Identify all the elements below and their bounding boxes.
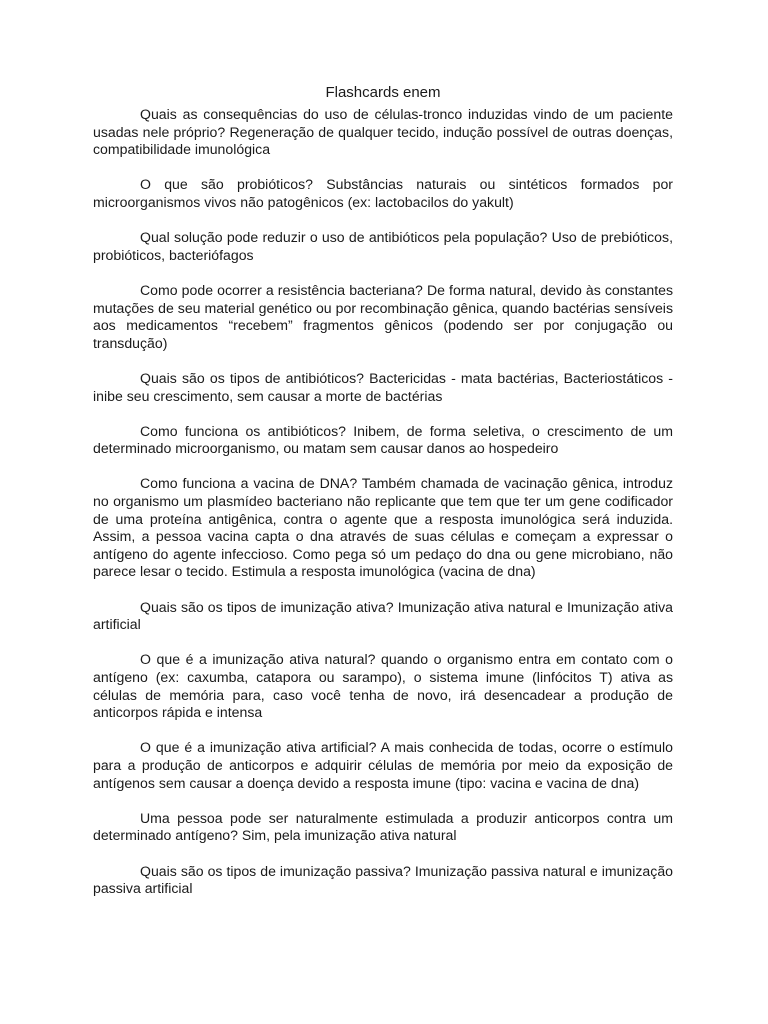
document-page <box>93 84 673 915</box>
flashcard-paragraph: Uma pessoa pode ser naturalmente estimulada a produzir anticorpos contra um determinado antígeno? Sim, pela imunização ativa natural <box>93 809 673 844</box>
flashcard-paragraph: O que são probióticos? Substâncias naturais ou sintéticos formados por microorganismos vivos não patogênicos (ex: lactobacilos do yakult) <box>93 176 673 210</box>
flashcard-paragraph: Como funciona os antibióticos? Inibem, de forma seletiva, o crescimento de um determinado microorganismo, ou matam sem causar danos ao hospedeiro <box>93 422 673 457</box>
document-title: Flashcards enem <box>325 84 441 101</box>
flashcard-paragraph: Qual solução pode reduzir o uso de antibióticos pela população? Uso de prebióticos, probióticos, bacteriófagos <box>93 229 673 263</box>
flashcard-paragraph: Como funciona a vacina de DNA? Também chamada de vacinação gênica, introduz no organismo um plasmídeo bacteriano não replicante que tem que ter um gene codificador de uma proteína antigênica, contra o agente que a resposta imunológica será induzida. Assim, a pessoa vacina capta o dna através de suas células e começam a expressar o antígeno do agente infeccioso. Como pega só um pedaço do dna ou gene microbiano, não parece lesar o tecido. Estimula a resposta imunológica (vacina de dna) <box>93 475 673 580</box>
flashcard-paragraph: Como pode ocorrer a resistência bacteriana? De forma natural, devido às constantes mutações de seu material genético ou por recombinação gênica, quando bactérias sensíveis aos medicamentos “recebem” fragmentos gênicos (podendo ser por conjugação ou transdução) <box>93 281 673 351</box>
flashcard-paragraph: Quais são os tipos de antibióticos? Bactericidas - mata bactérias, Bacteriostáticos - inibe seu crescimento, sem causar a morte de bactérias <box>93 369 673 404</box>
flashcard-paragraph: Quais são os tipos de imunização ativa? Imunização ativa natural e Imunização ativa artificial <box>93 598 673 633</box>
flashcard-paragraph: O que é a imunização ativa artificial? A mais conhecida de todas, ocorre o estímulo para a produção de anticorpos e adquirir células de memória por meio da exposição de antígenos sem causar a doença devido a resposta imune (tipo: vacina e vacina de dna) <box>93 739 673 791</box>
flashcard-paragraph: Quais são os tipos de imunização passiva? Imunização passiva natural e imunização passiva artificial <box>93 862 673 897</box>
flashcard-paragraph: Quais as consequências do uso de células-tronco induzidas vindo de um paciente usadas nele próprio? Regeneração de qualquer tecido, indução possível de outras doenças, compatibilidade imunológica <box>93 106 673 158</box>
flashcard-paragraph: O que é a imunização ativa natural? quando o organismo entra em contato com o antígeno (ex: caxumba, catapora ou sarampo), o sistema imune (linfócitos T) ativa as células de memória para, caso você tenha de novo, irá desencadear a produção de anticorpos rápida e intensa <box>93 651 673 721</box>
